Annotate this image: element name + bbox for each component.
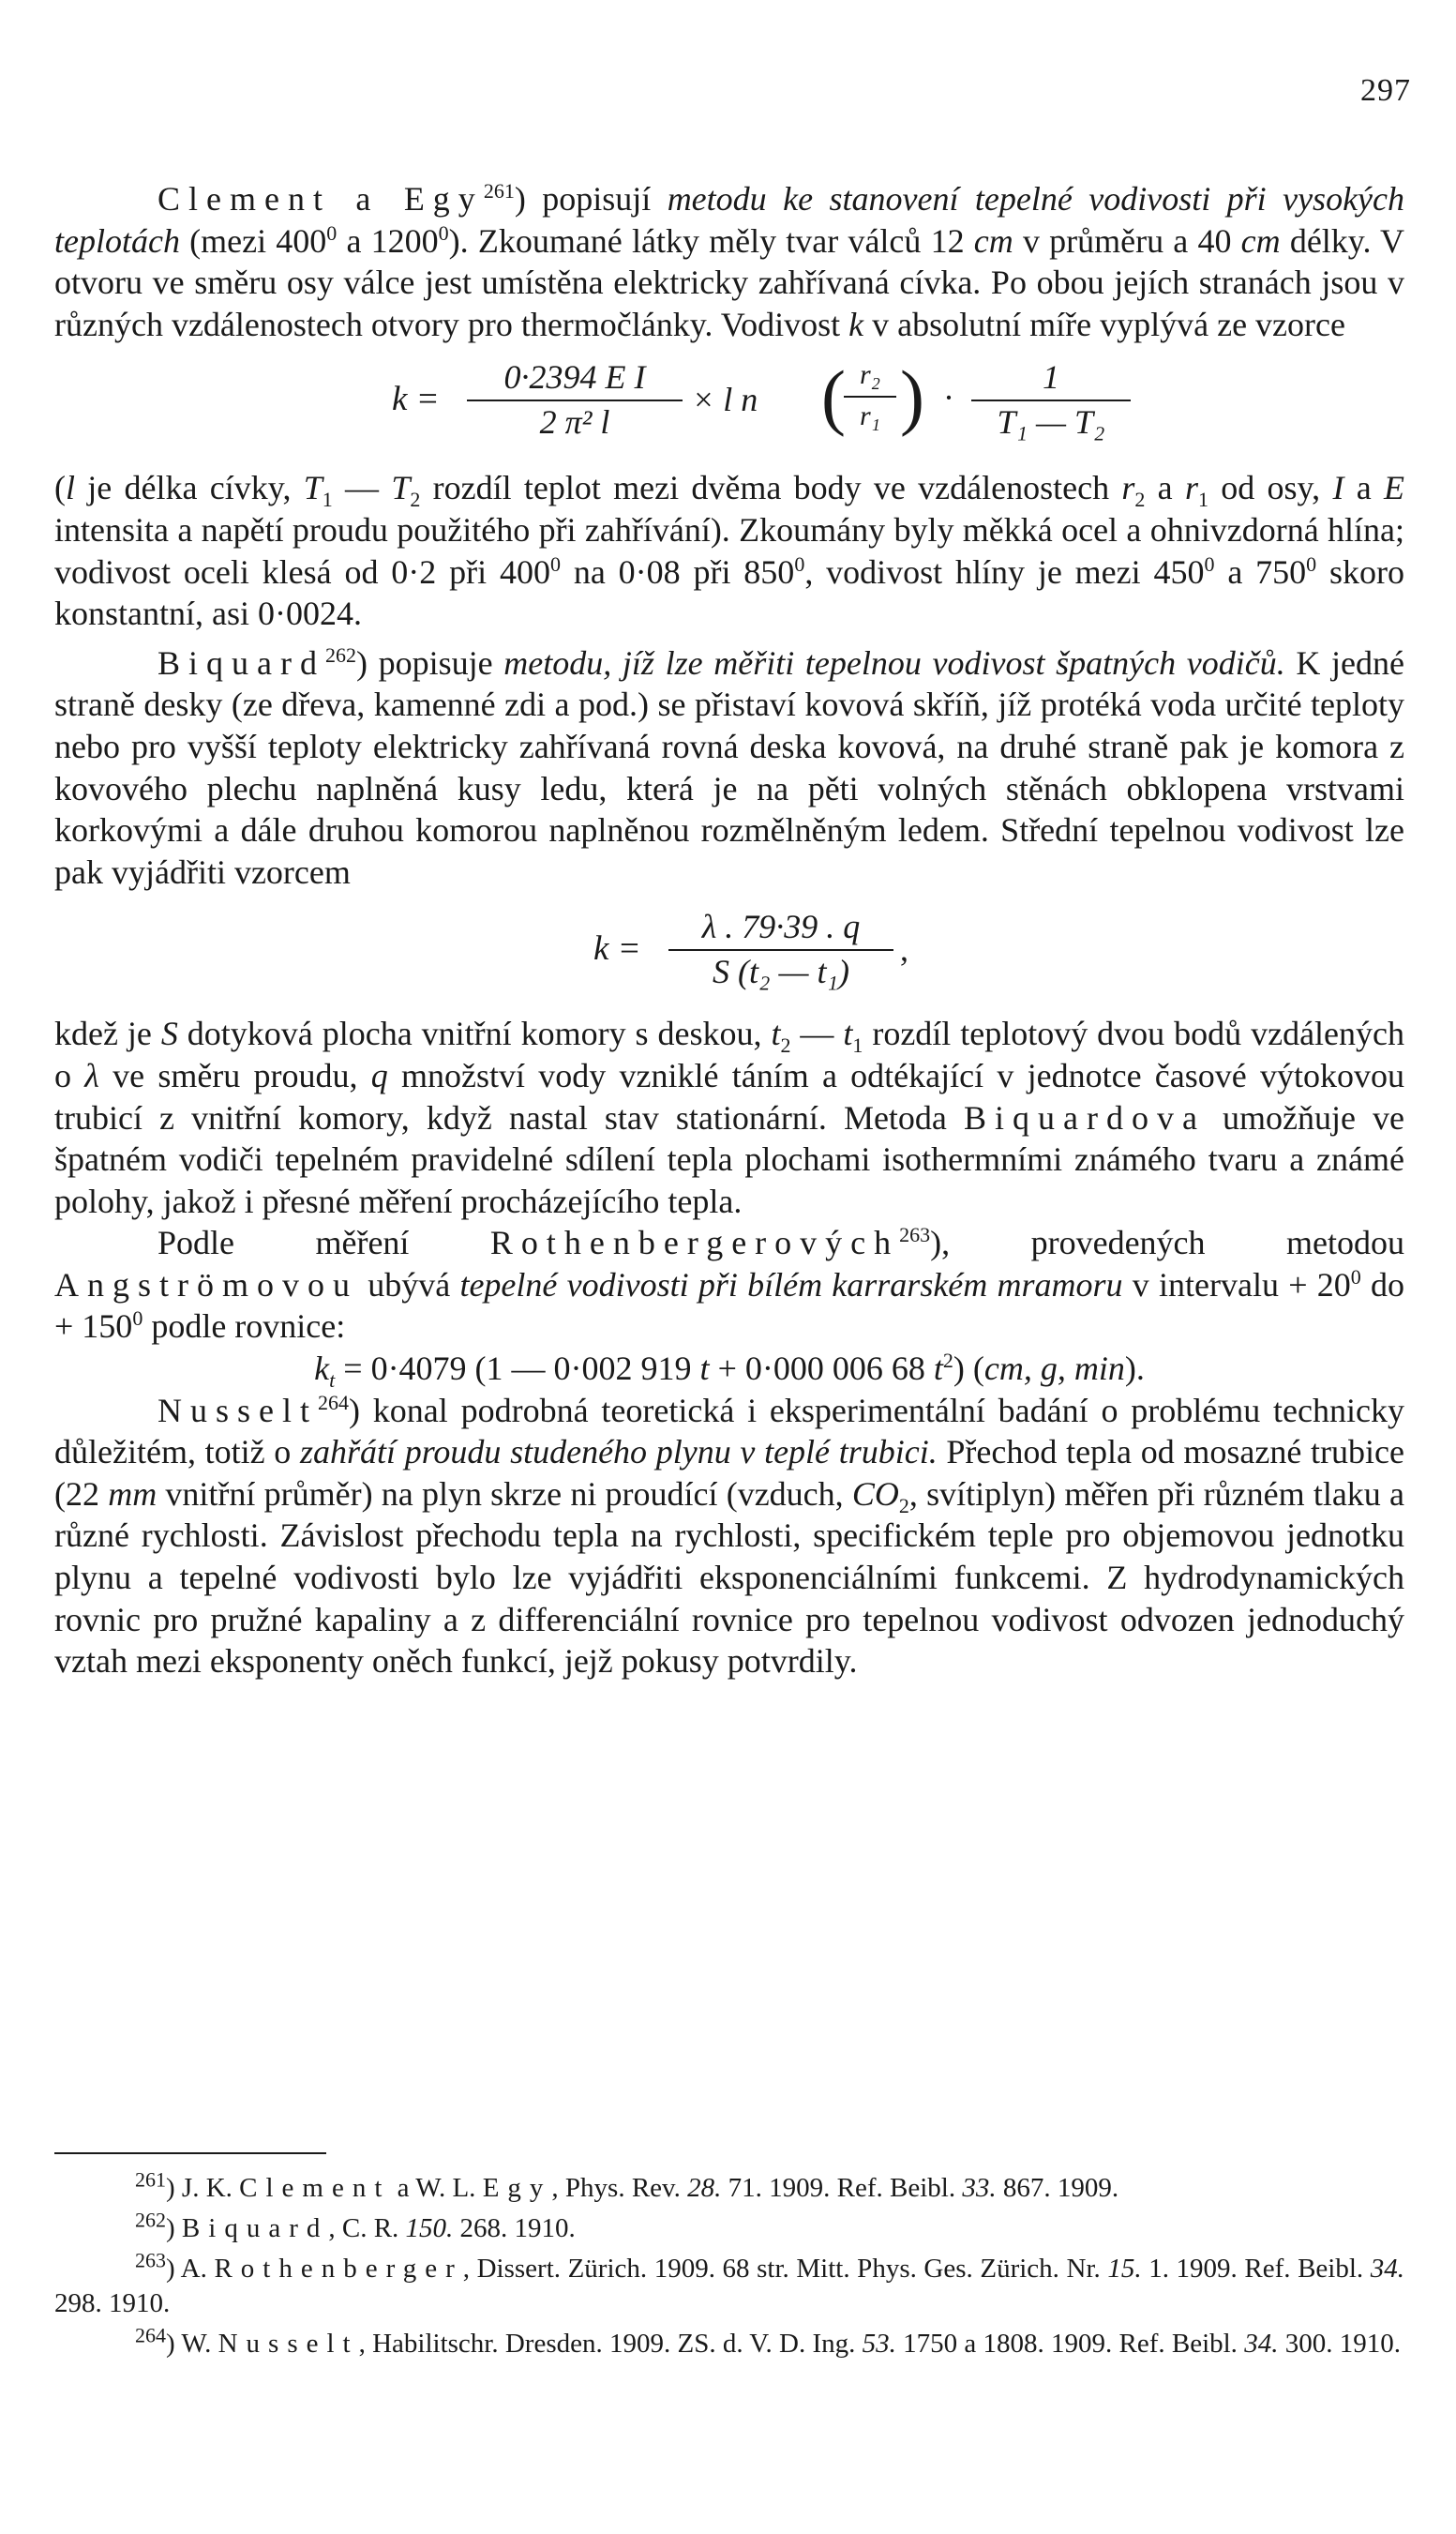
author-name: Rothenbergerových	[489, 1224, 900, 1262]
fraction: $\frac{\text{r₂}}{\text{r₁}}$	[844, 356, 896, 435]
open-paren: (	[821, 355, 846, 438]
footnote-ref: 264	[318, 1390, 349, 1414]
fraction: $\frac{1}{\text{T₁ — T₂}}$	[971, 356, 1131, 443]
footnote-263: $^{263}$) A. Rothenberger, Dissert. Zürich. 1909. 68 str. Mitt. Phys. Ges. Zürich. Nr. 15. 1. 1909. Ref. Beibl. 34. 298. 1910.	[54, 2248, 1405, 2318]
author-name: Biquardova	[963, 1098, 1206, 1137]
author-name: Biquard	[158, 643, 325, 682]
method-title: metodu ke stanovení tepelné vodivosti při vysokých teplotách	[54, 180, 1404, 260]
fraction: $\frac{\text{0·2394 E I}}{\text{2 π² l}}$	[467, 356, 683, 443]
formula-rothenberger: $k_t = 0\cdot 4079$ (1 — 0·002 919 t + 0·000 006 68 $t^2$) (cm, g, min).	[314, 1349, 1145, 1393]
paragraph-clement-explanation: (l je délka cívky, $T_1$ — $T_2$ rozdíl teplot mezi dvěma body ve vzdálenostech $r_2$ a $r_1$ od osy, I a E intensita a napětí proudu použitého při zahřívání). Zkoumány byly měkká ocel a ohnivzdorná hlína; vodivost oceli klesá od 0·2 při $400^0$ na 0·08 při $850^0$, vodivost hlíny je mezi $450^0$ a $750^0$ skoro konstantní, asi 0·0024.	[54, 469, 1405, 633]
paragraph-nusselt: Nusselt$^{264}$) konal podrobná teoretická i eksperimentální badání o problému technicky důležitém, totiž o zahřátí proudu studeného plynu v teplé trubici. Přechod tepla od mosazné trubice (22 mm vnitřní průměr) na plyn skrze ni proudící (vzduch, $CO_2$, svítiplyn) měřen při různém tlaku a různé rychlosti. Závislost přechodu tepla na rychlosti, specifickém teple pro objemovou jednotku plynu a tepelné vodivosti bylo lze vyjádřiti eksponenciálními funkcemi. Z hydrodynamických rovnic pro pružné kapaliny a z differenciální rovnice pro tepelnou vodivost odvozen jednoduchý vztah mezi eksponenty oněch funkcí, jejž pokusy potvrdily.	[54, 1390, 1404, 1681]
method-title: zahřátí proudu studeného plynu v teplé trubici.	[300, 1433, 938, 1471]
formula-biquard: k = $\frac{\lambda . 79\cdot 39 . q}{\text{S (t₂ — t₁)}}$ ,	[593, 908, 908, 991]
footnote-262: $^{262}$) Biquard, C. R. 150. 268. 1910.	[135, 2208, 576, 2243]
formula-lhs: k =	[593, 929, 641, 969]
fraction: $\frac{\lambda . 79\cdot 39 . q}{\text{S (t₂ — t₁)}}$	[668, 906, 893, 992]
method-title: metodu, jíž lze měřiti tepelnou vodivost špatných vodičů.	[503, 643, 1285, 682]
formula-lhs: k =	[392, 380, 440, 419]
body-text	[54, 178, 1404, 1682]
footnote-ref: 263	[899, 1223, 931, 1247]
method-name: Angströmovou	[54, 1265, 358, 1304]
footnote-divider	[54, 2152, 326, 2154]
paragraph-biquard-explanation: kdež je S dotyková plocha vnitřní komory s deskou, $t_2$ — $t_1$ rozdíl teplotový dvou bodů vzdálených o λ ve směru proudu, q množství vody vzniklé táním a odtékající v jednotce časové výtokovou trubicí z vnitřní komory, když nastal stav stationární. Metoda Biquardova umožňuje ve špatném vodiči tepelném pravidelné sdílení tepla plochami isothermními známého tvaru a známé polohy, jakož i přesné měření procházejícího tepla.	[54, 1015, 1405, 1220]
close-paren: )	[900, 355, 924, 438]
footnote-264: $^{264}$) W. Nusselt, Habilitschr. Dresden. 1909. ZS. d. V. D. Ing. 53. 1750 a 1808. 1909. Ref. Beibl. 34. 300. 1910.	[135, 2323, 1401, 2359]
paragraph-biquard: Biquard$^{262}$) popisuje metodu, jíž lze měřiti tepelnou vodivost špatných vodičů. K jedné straně desky (ze dřeva, kamenné zdi a pod.) se přistaví kovová skříň, jíž protéká voda určité teploty nebo pro vyšší teploty elektricky zahřívaná rovná deska kovová, na druhé straně pak je komora z kovového plechu naplněná kusy ledu, která je na pěti volných stěnách obklopena vrstvami korkovými a dále druhou komorou naplněnou rozmělněným ledem. Střední tepelnou vodivost lze pak vyjádřiti vzorcem	[54, 642, 1404, 891]
author-name: Clement a Egy	[158, 180, 484, 218]
footnote-ref: 262	[324, 642, 356, 667]
paragraph-rothenberger: Podle měření Rothenbergerových$^{263}$), provedených metodou Angströmovou ubývá tepelné vodivosti při bílém karrarském mramoru v intervalu + $20^0$ do + $150^0$ podle rovnice:	[54, 1223, 1404, 1346]
paragraph-clement: Clement a Egy$^{261}$) popisují metodu ke stanovení tepelné vodivosti při vysokých teplotách (mezi $400^0$ a 1200$^0$). Zkoumané látky měly tvar válců 12 cm v průměru a 40 cm délky. V otvoru ve směru osy válce jest umístěna elektricky zahřívaná cívka. Po obou jejích stranách jsou v různých vzdálenostech otvory pro thermočlánky. Vodivost k v absolutní míře vyplývá ze vzorce	[54, 179, 1405, 343]
page-number: 297	[1360, 73, 1411, 108]
author-name: Nusselt	[158, 1391, 318, 1429]
footnote-261: $^{261}$) J. K. Clement a W. L. Egy, Phys. Rev. 28. 71. 1909. Ref. Beibl. 33. 867. 1909.	[135, 2167, 1119, 2203]
footnote-ref: 261	[483, 179, 515, 203]
method-title: tepelné vodivosti při bílém karrarském mramoru	[459, 1265, 1123, 1304]
footnotes	[54, 2152, 1404, 2367]
formula-clement: k = $\frac{\text{0·2394 E I}}{\text{2 π² l}}$ × l n ( $\frac{\text{r₂}}{\text{r₁}}$ ) · $\frac{1}{\text{T₁ — T₂}}$	[54, 349, 1404, 461]
